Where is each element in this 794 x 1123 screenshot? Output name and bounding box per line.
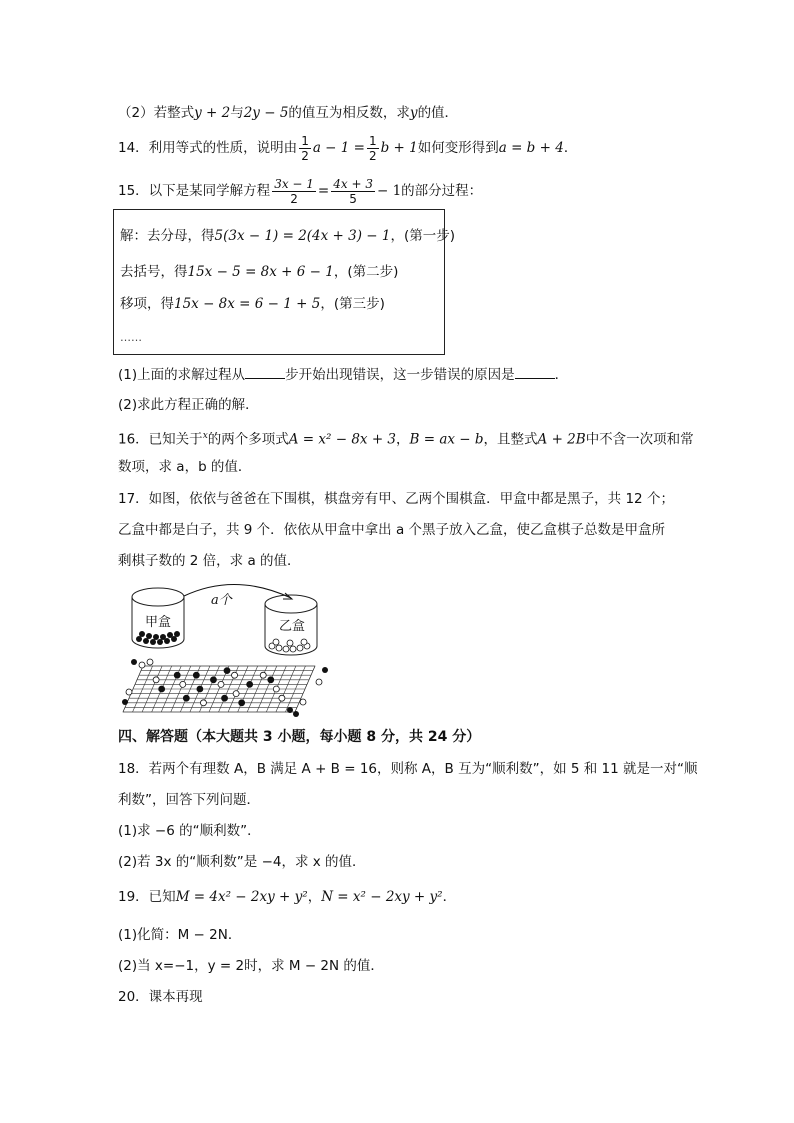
arrow-icon <box>184 584 291 598</box>
q15-part1: (1)上面的求解过程从 步开始出现错误，这一步错误的原因是 ． <box>118 364 568 385</box>
white-stone <box>279 695 285 701</box>
q20: 20．课本再现 <box>118 989 203 1005</box>
white-stone <box>273 686 279 692</box>
answer-blank[interactable] <box>515 364 555 379</box>
white-stone <box>153 677 159 683</box>
black-stone <box>197 686 203 692</box>
q15-part2: (2)求此方程正确的解． <box>118 397 259 413</box>
q17-line2: 乙盒中都是白子，共 9 个．依依从甲盒中拿出 a 个黑子放入乙盒，使乙盒棋子总数是甲盒所 <box>118 522 666 538</box>
q14: 14．利用等式的性质，说明由 $\frac{1}{2}$ a − 1 = $\frac{1}{2}$ b + 1如何变形得到a = b + 4． <box>118 133 578 163</box>
white-stone <box>232 672 238 678</box>
go-figure <box>115 582 335 722</box>
box-yi-label: 乙盒 <box>279 619 306 634</box>
black-stone <box>174 672 180 678</box>
black-stone <box>268 677 274 683</box>
black-stone <box>247 681 253 687</box>
section-heading: 四、解答题（本大题共 3 小题，每小题 8 分，共 24 分） <box>118 729 481 745</box>
solution-step-2: 去括号，得15x − 5 = 8x + 6 − 1，(第二步) <box>120 264 399 280</box>
q19-stem: 19．已知M = 4x² − 2xy + y²，N = x² − 2xy + y²． <box>118 889 457 905</box>
fraction: $\frac{4x + 3}{5}$ <box>333 176 373 206</box>
fraction: $\frac{1}{2}$ <box>368 133 377 163</box>
math-expr: 2y − 5 <box>243 105 289 121</box>
q17-line1: 17．如图，依依与爸爸在下围棋，棋盘旁有甲、乙两个围棋盒．甲盒中都是黑子，共 12 个； <box>118 491 674 507</box>
white-stone <box>260 672 266 678</box>
q18-part1: (1)求 −6 的“顺利数”． <box>118 823 261 839</box>
white-stone <box>233 691 239 697</box>
fraction: $\frac{3x - 1}{2}$ <box>274 176 314 206</box>
black-stone <box>239 700 245 706</box>
arrow-label: a个 <box>211 593 232 608</box>
solution-step-3: 移项，得15x − 8x = 6 − 1 + 5，(第三步) <box>120 296 385 312</box>
black-stone <box>224 668 230 674</box>
q19-part2: (2)当 x=−1，y = 2时，求 M − 2N 的值． <box>118 958 384 974</box>
black-stone <box>159 686 165 692</box>
q16-line1: 16．已知关于$^x$的两个多项式A = x² − 8x + 3，B = ax − b，且整式A + 2B中不含一次项和常 <box>118 431 694 448</box>
black-stone <box>222 695 228 701</box>
q19-part1: (1)化简：M − 2N． <box>118 927 242 943</box>
solution-box <box>113 209 456 355</box>
solution-step-1: 解：去分母，得5(3x − 1) = 2(4x + 3) − 1，(第一步) <box>120 228 456 244</box>
q15-stem: 15．以下是某同学解方程 $\frac{3x - 1}{2}$ = $\frac{4x + 3}{5}$ − 1的部分过程： <box>118 176 483 206</box>
q13-part2: （2）若整式y + 2与2y − 5的值互为相反数，求y的值． <box>118 105 459 121</box>
q18-line1: 18．若两个有理数 A，B 满足 A + B = 16，则称 A，B 互为“顺利数”，如 5 和 11 就是一对“顺 <box>118 761 698 777</box>
ellipsis: …… <box>120 331 142 344</box>
fraction: $\frac{1}{2}$ <box>301 133 309 163</box>
q16-line2: 数项，求 a，b 的值． <box>118 459 252 475</box>
white-stone <box>200 700 206 706</box>
white-stone <box>180 681 186 687</box>
white-stone <box>218 681 224 687</box>
go-board-icon <box>123 666 315 712</box>
q17-line3: 剩棋子数的 2 倍，求 a 的值． <box>118 553 301 569</box>
box-jia-label: 甲盒 <box>145 615 172 630</box>
q18-line2: 利数”，回答下列问题． <box>118 792 260 808</box>
black-stone <box>193 672 199 678</box>
black-stone <box>210 677 216 683</box>
q18-part2: (2)若 3x 的“顺利数”是 −4，求 x 的值． <box>118 854 366 870</box>
black-stone <box>183 695 189 701</box>
answer-blank[interactable] <box>245 364 285 379</box>
math-expr: y + 2 <box>194 105 231 121</box>
